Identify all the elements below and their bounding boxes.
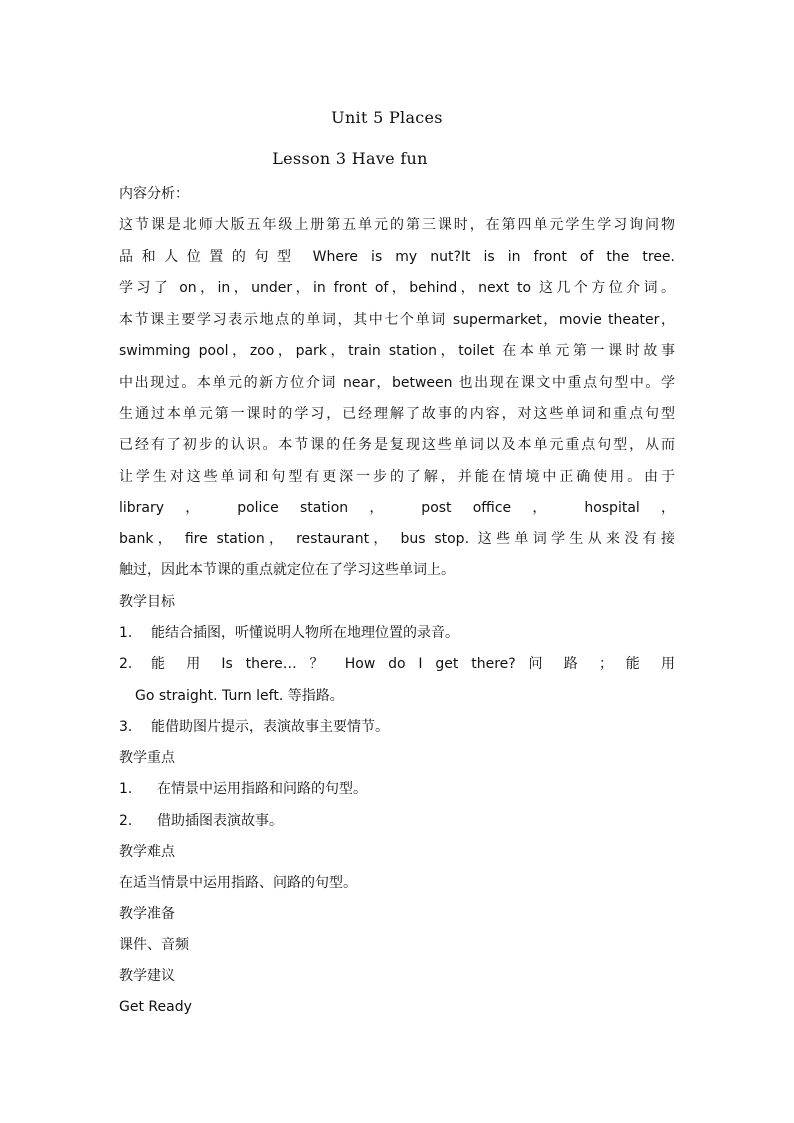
key-points-heading: 教学重点 [119, 750, 175, 766]
document-subtitle: Lesson 3 Have fun [272, 149, 428, 168]
key-point-item-1 [119, 779, 675, 799]
suggestions-text: Get Ready [119, 999, 192, 1015]
objective-item-number: 2. [119, 656, 133, 672]
objective-item-3 [119, 717, 675, 737]
content-line-12: 触过，因此本节课的重点就定位在了学习这些单词上。 [119, 562, 455, 578]
key-point-text: 借助插图表演故事。 [157, 813, 283, 829]
objective-item-1 [119, 623, 675, 643]
content-line-5: swimming pool，zoo，park，train station，toilet 在本单元第一课时故事 [119, 343, 675, 359]
objective-item-number: 3. [119, 719, 133, 735]
key-point-text: 在情景中运用指路和问路的句型。 [157, 781, 367, 797]
content-line-4: 本节课主要学习表示地点的单词，其中七个单词 supermarket，movie theater， [119, 312, 675, 328]
objective-item-text: 能结合插图，听懂说明人物所在地理位置的录音。 [151, 625, 459, 641]
content-line-7: 生通过本单元第一课时的学习，已经理解了故事的内容，对这些单词和重点句型 [119, 406, 675, 422]
key-point-item-2 [119, 811, 675, 831]
difficulties-heading: 教学难点 [119, 844, 175, 860]
objective-item-text: 能 用 Is there… ？ How do I get there? 问 路 ； 能 用 [151, 656, 675, 672]
content-line-1: 这节课是北师大版五年级上册第五单元的第三课时，在第四单元学生学习询问物 [119, 217, 675, 233]
content-line-10: library ， police station ， post office ， hospital ， [119, 500, 675, 516]
objectives-heading: 教学目标 [119, 594, 175, 610]
content-line-3: 学习了 on，in，under，in front of，behind，next to 这几个方位介词。 [119, 280, 675, 296]
content-line-9: 让学生对这些单词和句型有更深一步的了解，并能在情境中正确使用。由于 [119, 469, 675, 485]
key-point-number: 2. [119, 813, 133, 829]
content-line-11: bank， fire station， restaurant， bus stop. 这些单词学生从来没有接 [119, 531, 675, 547]
objective-item-2-continuation: Go straight. Turn left. 等指路。 [135, 688, 344, 704]
objective-item-text: 能借助图片提示，表演故事主要情节。 [151, 719, 389, 735]
document-title: Unit 5 Places [331, 108, 443, 127]
objective-item-number: 1. [119, 625, 133, 641]
content-line-2: 品和人位置的句型 Where is my nut?It is in front of the tree. [119, 249, 675, 265]
content-line-8: 已经有了初步的认识。本节课的任务是复现这些单词以及本单元重点句型，从而 [119, 437, 675, 453]
content-line-6: 中出现过。本单元的新方位介词 near，between 也出现在课文中重点句型中。学 [119, 375, 675, 391]
objective-item-2 [119, 654, 675, 674]
key-point-number: 1. [119, 781, 133, 797]
preparation-heading: 教学准备 [119, 906, 175, 922]
content-analysis-heading: 内容分析： [119, 186, 189, 202]
suggestions-heading: 教学建议 [119, 968, 175, 984]
preparation-text: 课件、音频 [119, 937, 189, 953]
difficulties-text: 在适当情景中运用指路、问路的句型。 [119, 875, 357, 891]
